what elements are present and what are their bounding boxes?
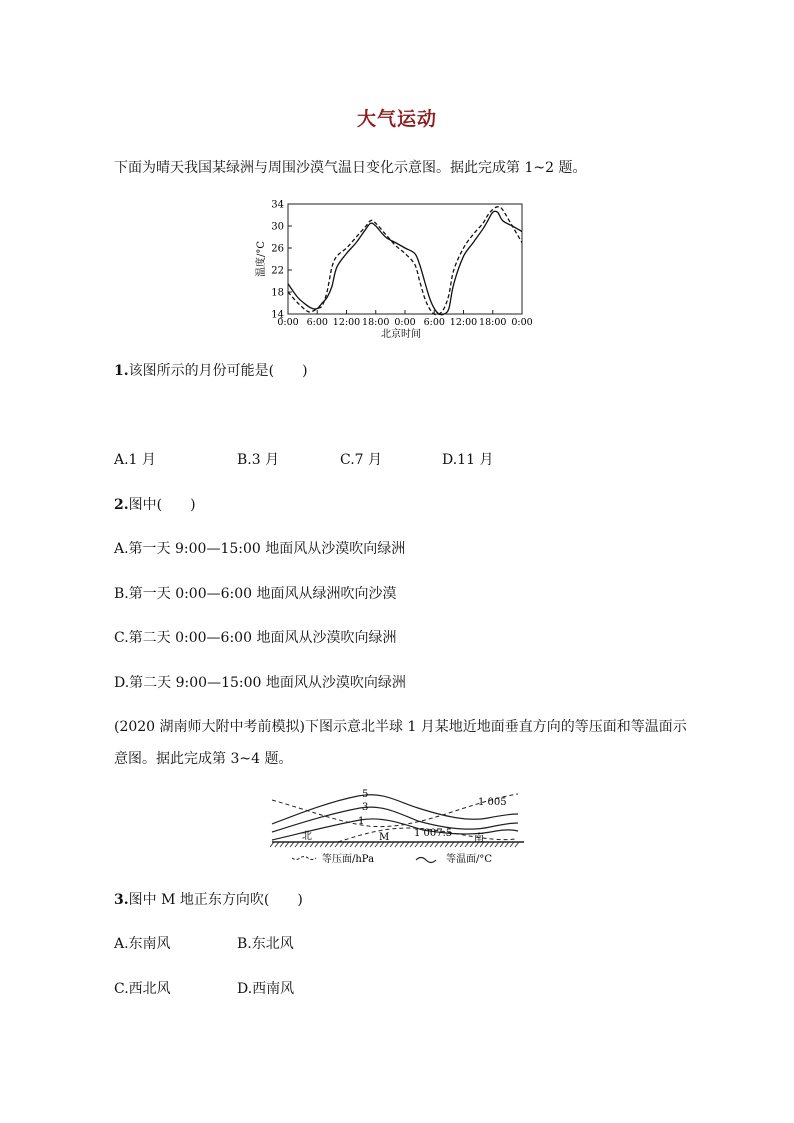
north-label: 北 [302, 831, 312, 842]
legend-dashed-line [292, 857, 316, 860]
hatch-mark [345, 842, 349, 847]
hatch-mark [280, 842, 284, 847]
question-text: 该图所示的月份可能是( ) [128, 363, 308, 379]
hatch-mark [320, 842, 324, 847]
option-b: B.东北风 [237, 936, 294, 952]
y-tick-label: 26 [271, 243, 284, 255]
series-line-solid [288, 211, 522, 314]
hatch-mark [285, 842, 289, 847]
hatch-mark [455, 842, 459, 847]
x-tick-label: 18:00 [362, 317, 390, 328]
hatch-mark [405, 842, 409, 847]
option-c: C.7 月 [340, 452, 383, 468]
x-tick-label: 12:00 [332, 317, 361, 328]
hatch-mark [515, 842, 519, 847]
point-m-label: M [379, 832, 390, 843]
hatch-mark [390, 842, 394, 847]
hatch-mark [330, 842, 334, 847]
question-number: 3. [114, 892, 129, 908]
hatch-mark [360, 842, 364, 847]
isotherm-label-5: 5 [362, 789, 369, 800]
hatch-mark [355, 842, 359, 847]
hatch-mark [365, 842, 369, 847]
option-a: A.东南风 [114, 936, 171, 952]
question-3 [114, 890, 303, 910]
hatch-mark [270, 842, 274, 847]
hatch-mark [295, 842, 299, 847]
hatch-mark [410, 842, 414, 847]
legend-pressure: 等压面/hPa [322, 854, 375, 865]
hatch-mark [415, 842, 419, 847]
hatch-mark [400, 842, 404, 847]
temperature-chart [250, 196, 540, 342]
hatch-mark [305, 842, 309, 847]
hatch-mark [420, 842, 424, 847]
isobar-label-1005: 1 005 [478, 797, 507, 808]
hatch-mark [450, 842, 454, 847]
hatch-mark [340, 842, 344, 847]
hatch-mark [465, 842, 469, 847]
hatch-mark [290, 842, 294, 847]
y-tick-label: 18 [271, 287, 284, 299]
page-title: 大气运动 [356, 108, 437, 130]
option-b: B.第一天 0:00—6:00 地面风从绿洲吹向沙漠 [114, 586, 397, 602]
question-text: 图中 M 地正东方向吹( ) [128, 892, 303, 908]
option-c: C.第二天 0:00—6:00 地面风从沙漠吹向绿洲 [114, 630, 397, 646]
hatch-mark [500, 842, 504, 847]
hatch-mark [445, 842, 449, 847]
x-axis-label: 北京时间 [381, 329, 421, 340]
x-tick-label: 18:00 [479, 317, 507, 328]
hatch-mark [315, 842, 319, 847]
option-a: A.第一天 9:00—15:00 地面风从沙漠吹向绿洲 [114, 541, 406, 557]
hatch-mark [310, 842, 314, 847]
x-tick-label: 0:00 [511, 317, 533, 328]
option-b: B.3 月 [237, 452, 280, 468]
hatch-mark [325, 842, 329, 847]
isobar-label-1007-5: 1 007.5 [414, 828, 453, 839]
south-label: 南 [474, 833, 484, 844]
intro-1: 下面为晴天我国某绿洲与周围沙漠气温日变化示意图。据此完成第 1~2 题。 [114, 160, 587, 176]
isotherm-label-1: 1 [358, 816, 365, 827]
hatch-mark [300, 842, 304, 847]
hatch-mark [510, 842, 514, 847]
hatch-mark [505, 842, 509, 847]
y-tick-label: 34 [271, 199, 284, 211]
question-1 [114, 361, 308, 381]
x-tick-label: 0:00 [277, 317, 299, 328]
option-d: D.第二天 9:00—15:00 地面风从沙漠吹向绿洲 [114, 675, 406, 691]
hatch-mark [370, 842, 374, 847]
hatch-mark [460, 842, 464, 847]
option-d: D.西南风 [237, 981, 295, 997]
option-c: C.西北风 [114, 981, 171, 997]
hatch-mark [440, 842, 444, 847]
legend-solid-line [416, 858, 436, 863]
plot-frame [288, 204, 522, 314]
intro-2-line-1: (2020 湖南师大附中考前模拟)下图示意北半球 1 月某地近地面垂直方向的等压面和等温面示 [114, 719, 687, 735]
x-tick-label: 6:00 [423, 317, 445, 328]
question-number: 2. [114, 497, 129, 513]
intro-2-line-2: 意图。据此完成第 3~4 题。 [114, 751, 293, 767]
hatch-mark [485, 842, 489, 847]
y-tick-label: 14 [271, 309, 284, 321]
question-2 [114, 495, 196, 515]
x-tick-label: 0:00 [394, 317, 416, 328]
option-a: A.1 月 [114, 452, 156, 468]
question-text: 图中( ) [128, 497, 196, 513]
pressure-temperature-diagram [268, 784, 530, 870]
hatch-mark [495, 842, 499, 847]
hatch-mark [490, 842, 494, 847]
hatch-mark [395, 842, 399, 847]
hatch-mark [435, 842, 439, 847]
x-tick-label: 12:00 [449, 317, 478, 328]
hatch-mark [275, 842, 279, 847]
y-axis-label: 温度/°C [256, 240, 267, 278]
hatch-mark [350, 842, 354, 847]
hatch-mark [425, 842, 429, 847]
x-tick-label: 6:00 [306, 317, 328, 328]
hatch-mark [335, 842, 339, 847]
legend-temperature: 等温面/°C [446, 854, 493, 865]
isotherm-label-3: 3 [362, 802, 369, 813]
question-number: 1. [114, 363, 129, 379]
hatch-mark [430, 842, 434, 847]
option-d: D.11 月 [442, 452, 494, 468]
y-tick-label: 30 [271, 221, 284, 233]
y-tick-label: 22 [271, 265, 284, 277]
